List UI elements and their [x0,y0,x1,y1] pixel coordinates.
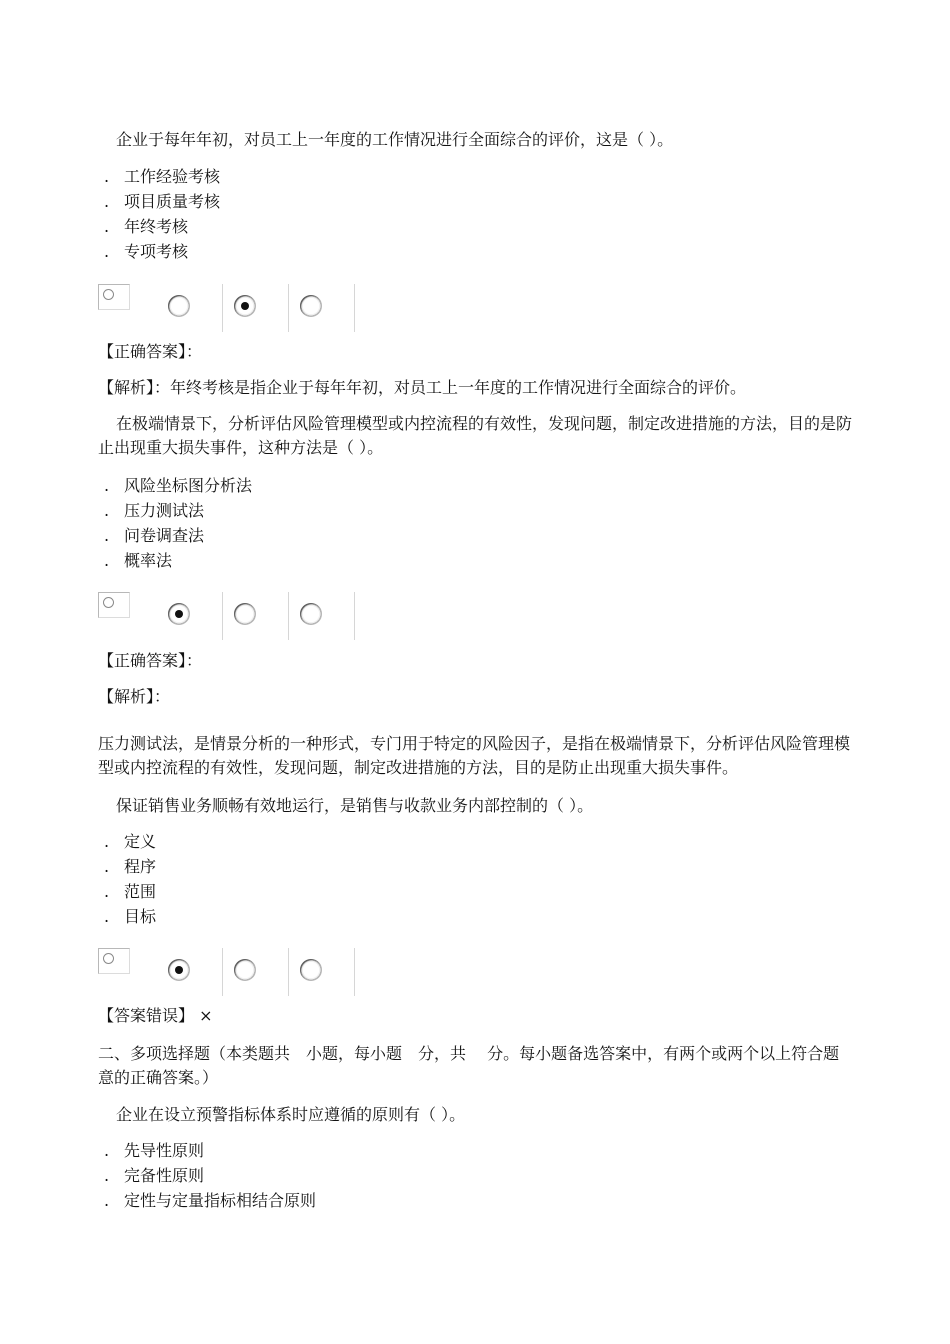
radio-option-d[interactable] [300,603,322,625]
small-radio-box[interactable] [98,592,130,618]
divider [222,284,223,332]
radio-option-c[interactable] [234,959,256,981]
question-3-result: 【答案错误】 × [98,1006,213,1025]
question-1-answer-radios [98,284,358,334]
question-2-option-c: . 问卷调查法 [104,526,205,545]
radio-option-b[interactable] [168,603,190,625]
question-1-option-d: . 专项考核 [104,242,189,261]
radio-icon [103,953,114,964]
divider [222,592,223,640]
small-radio-box[interactable] [98,284,130,310]
radio-option-d[interactable] [300,959,322,981]
question-1-option-b: . 项目质量考核 [104,192,221,211]
radio-option-d[interactable] [300,295,322,317]
question-2-option-b: . 压力测试法 [104,501,205,520]
question-4-option-c: . 定性与定量指标相结合原则 [104,1191,317,1210]
question-2-answer-radios [98,592,358,642]
radio-icon [103,289,114,300]
small-radio-box[interactable] [98,948,130,974]
divider [354,948,355,996]
question-2-stem: 在极端情景下，分析评估风险管理模型或内控流程的有效性，发现问题，制定改进措施的方法，目的是防止出现重大损失事件，这种方法是（ ）。 [98,414,853,457]
question-2-analysis-label: 【解析】： [98,687,171,706]
question-4-stem: 企业在设立预警指标体系时应遵循的原则有（ ）。 [116,1105,466,1124]
divider [354,284,355,332]
divider [354,592,355,640]
question-3-option-b: . 程序 [104,857,157,876]
question-3-answer-radios [98,948,358,998]
question-1-option-c: . 年终考核 [104,217,189,236]
question-1-analysis: 【解析】：年终考核是指企业于每年年初，对员工上一年度的工作情况进行全面综合的评价。 [98,378,747,397]
question-2-option-d: . 概率法 [104,551,173,570]
question-4-option-b: . 完备性原则 [104,1166,205,1185]
divider [288,948,289,996]
question-3-option-a: . 定义 [104,832,157,851]
question-1-answer-label: 【正确答案】： [98,342,203,361]
question-3-option-d: . 目标 [104,907,157,926]
question-1-stem: 企业于每年年初，对员工上一年度的工作情况进行全面综合的评价，这是（ ）。 [116,130,674,149]
question-1-option-a: . 工作经验考核 [104,167,221,186]
divider [288,592,289,640]
question-3-option-c: . 范围 [104,882,157,901]
radio-icon [103,597,114,608]
divider [222,948,223,996]
radio-option-b[interactable] [168,295,190,317]
question-3-stem: 保证销售业务顺畅有效地运行，是销售与收款业务内部控制的（ ）。 [116,796,594,815]
question-2-option-a: . 风险坐标图分析法 [104,476,253,495]
radio-option-b[interactable] [168,959,190,981]
question-2-answer-label: 【正确答案】： [98,651,203,670]
question-4-option-a: . 先导性原则 [104,1141,205,1160]
radio-option-c[interactable] [234,295,256,317]
section-2-heading: 二、多项选择题（本类题共 小题，每小题 分，共 分。每小题备选答案中，有两个或两个以上符合题意的正确答案。） [98,1044,840,1087]
divider [288,284,289,332]
radio-option-c[interactable] [234,603,256,625]
question-2-analysis: 压力测试法，是情景分析的一种形式，专门用于特定的风险因子，是指在极端情景下，分析评估风险管理模型或内控流程的有效性，发现问题，制定改进措施的方法，目的是防止出现重大损失事件。 [98,734,851,777]
